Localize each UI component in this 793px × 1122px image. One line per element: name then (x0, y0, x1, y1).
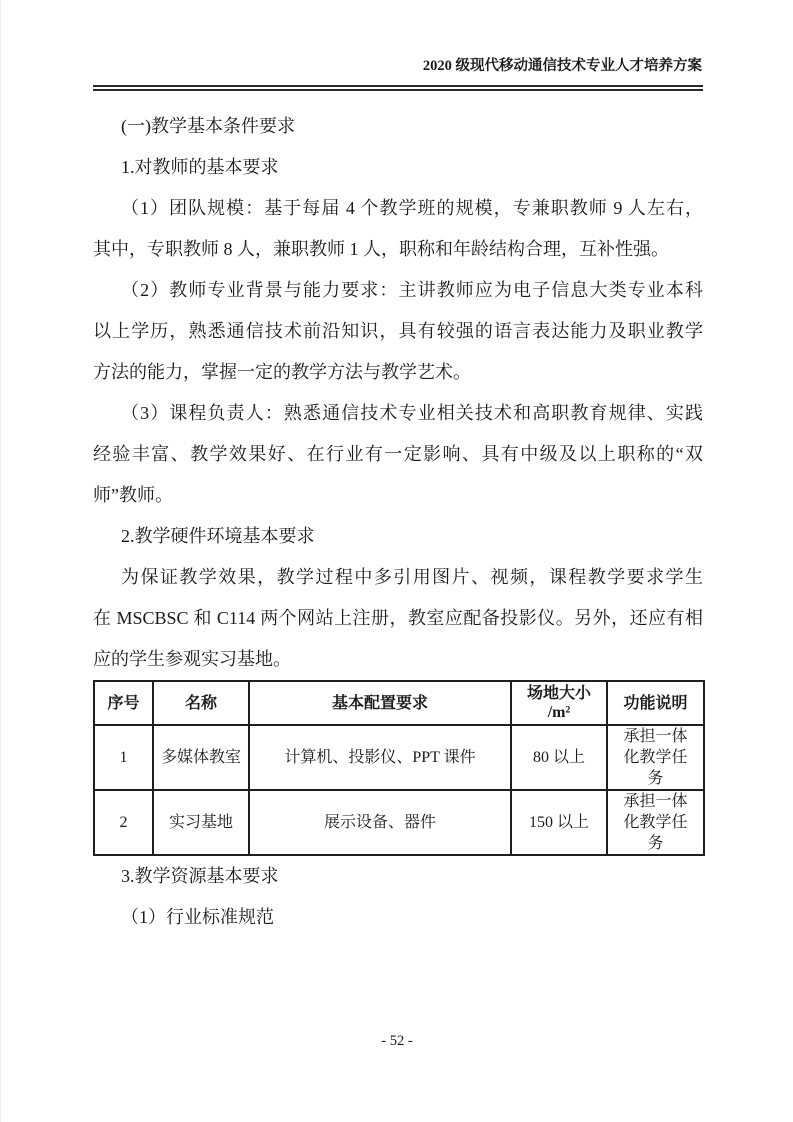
col-header-area-line1: 场地大小 (526, 685, 591, 702)
col-header-area (511, 681, 607, 725)
header-title: 2020 级现代移动通信技术专业人才培养方案 (422, 58, 702, 74)
cell-area: 80 以上 (511, 725, 607, 790)
cell-function: 承担一体化教学任务 (607, 790, 704, 855)
cell-index: 1 (94, 725, 153, 790)
subsection-heading-2: 2.教学硬件环境基本要求 (121, 526, 315, 546)
body-line: （1）团队规模：基于每届 4 个教学班的规模，专兼职教师 9 人左右， (121, 198, 703, 218)
cell-name: 实习基地 (153, 790, 249, 855)
body-line: 师”教师。 (93, 485, 173, 505)
header-rule (93, 85, 703, 91)
col-header-name: 名称 (153, 681, 249, 725)
cell-function: 承担一体化教学任务 (607, 725, 704, 790)
facility-requirements-table (93, 680, 705, 856)
body-line: 其中，专职教师 8 人，兼职教师 1 人，职称和年龄结构合理，互补性强。 (93, 239, 669, 259)
body-line: 应的学生参观实习基地。 (93, 649, 291, 669)
col-header-function: 功能说明 (607, 681, 704, 725)
body-line: 以上学历，熟悉通信技术前沿知识，具有较强的语言表达能力及职业教学 (93, 321, 703, 341)
col-header-area-line2: /m² (547, 704, 571, 721)
body-line: （3）课程负责人：熟悉通信技术专业相关技术和高职教育规律、实践 (121, 403, 703, 423)
body-line: 为保证教学效果，教学过程中多引用图片、视频，课程教学要求学生 (121, 567, 703, 587)
subsection-heading-3: 3.教学资源基本要求 (121, 866, 279, 886)
cell-config: 计算机、投影仪、PPT 课件 (249, 725, 511, 790)
table-row (94, 725, 704, 790)
table-row (94, 790, 704, 855)
body-line: 在 MSCBSC 和 C114 两个网站上注册，教室应配备投影仪。另外，还应有相 (93, 608, 703, 628)
document-body (93, 106, 703, 938)
col-header-index: 序号 (94, 681, 153, 725)
cell-name: 多媒体教室 (153, 725, 249, 790)
page-number: - 52 - (381, 1033, 413, 1049)
section-heading-1: (一)教学基本条件要求 (121, 116, 295, 136)
table-header-row (94, 681, 704, 725)
body-line: 经验丰富、教学效果好、在行业有一定影响、具有中级及以上职称的“双 (93, 444, 703, 464)
cell-index: 2 (94, 790, 153, 855)
page-footer (1, 1031, 793, 1051)
cell-config: 展示设备、器件 (249, 790, 511, 855)
body-line: 方法的能力，掌握一定的教学方法与教学艺术。 (93, 362, 471, 382)
subsection-heading-1: 1.对教师的基本要求 (121, 157, 279, 177)
col-header-config: 基本配置要求 (249, 681, 511, 725)
body-line: （2）教师专业背景与能力要求：主讲教师应为电子信息大类专业本科 (121, 280, 703, 300)
cell-area: 150 以上 (511, 790, 607, 855)
body-line: （1）行业标准规范 (121, 907, 274, 927)
